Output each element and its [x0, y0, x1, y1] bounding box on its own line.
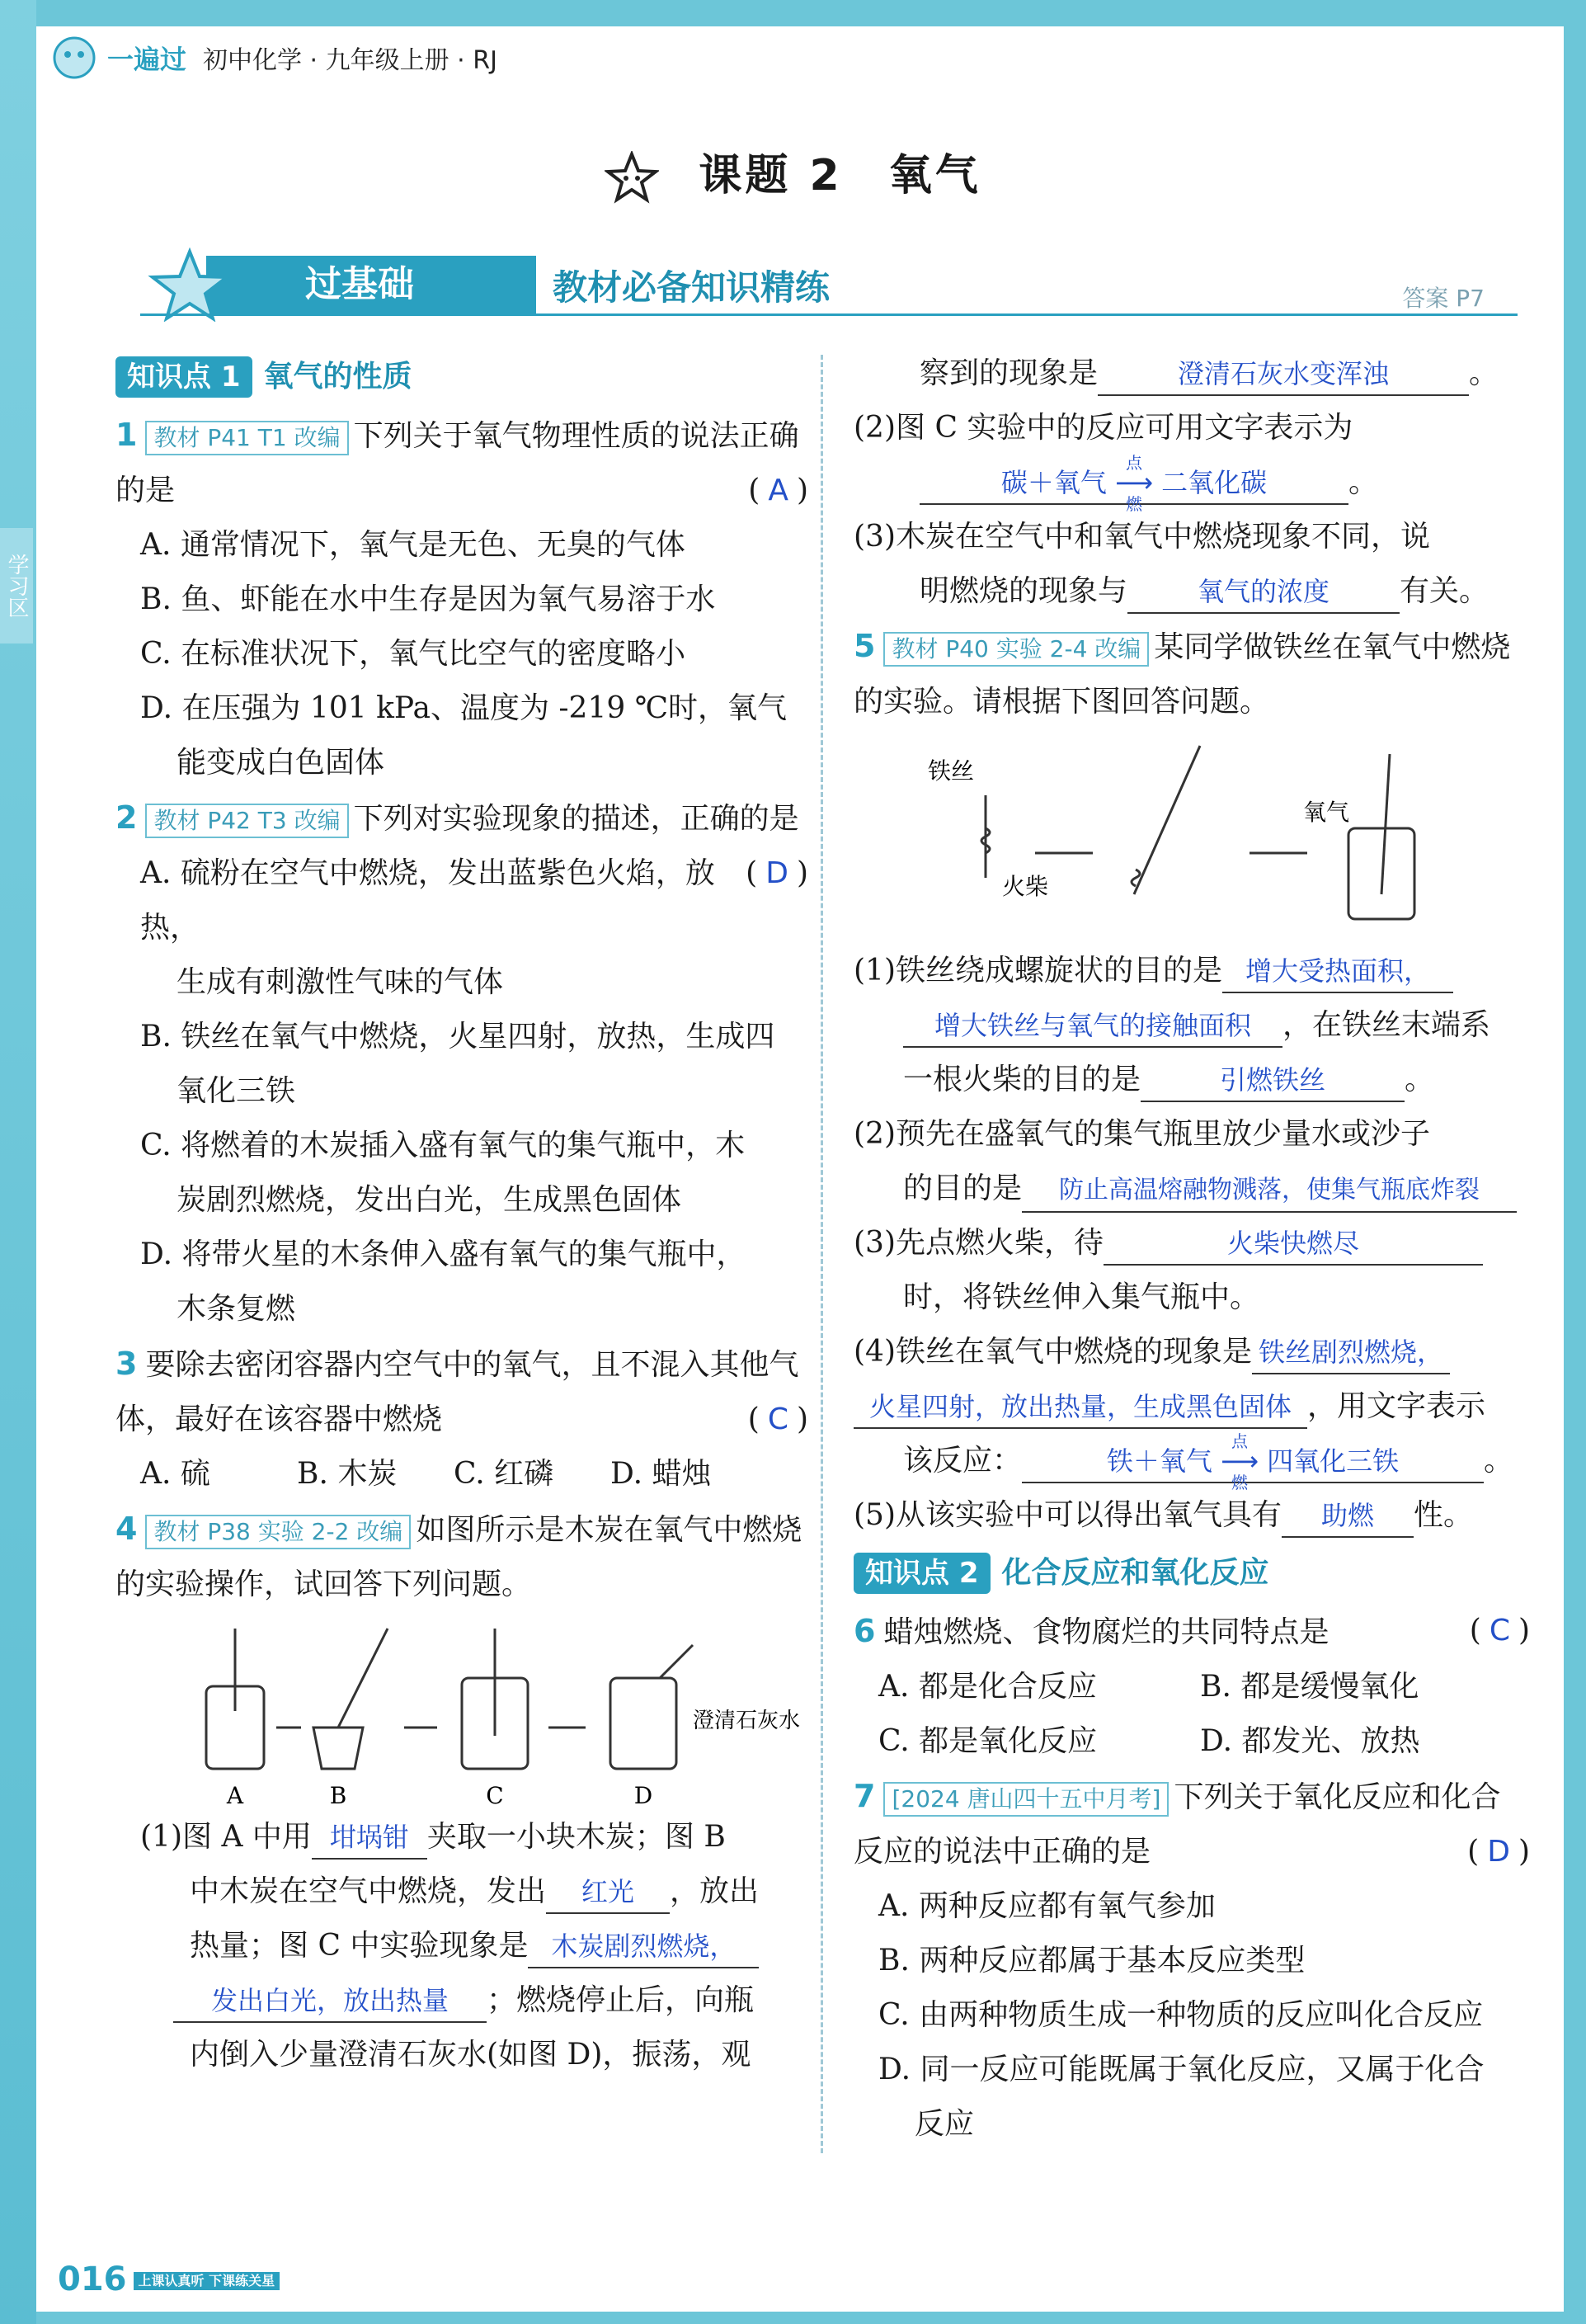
option: B. 铁丝在氧气中燃烧，火星四射，放热，生成四 — [140, 1020, 775, 1054]
question-source: 教材 P40 实验 2-4 改编 — [883, 632, 1149, 667]
text: 性。 — [1414, 1498, 1474, 1532]
question-stem: 某同学做铁丝在氧气中燃烧的实验。请根据下图回答问题。 — [854, 630, 1511, 719]
answer-blank: 红光 — [546, 1871, 670, 1914]
figure-label: C — [486, 1782, 504, 1809]
text: 夹取一小块木炭；图 B — [426, 1820, 726, 1854]
banner-subtitle: 教材必备知识精练 — [553, 267, 831, 308]
question-2 — [115, 790, 808, 1336]
text: 时，将铁丝伸入集气瓶中。 — [903, 1280, 1260, 1314]
option: D. 蜡烛 — [610, 1457, 712, 1491]
q4-part-2: (2)图 C 实验中的反应可用文字表示为 碳＋氧气 点燃 ⟶ 二氧化碳 。 — [854, 401, 1530, 510]
section-banner — [140, 256, 1518, 313]
right-column — [854, 346, 1530, 2152]
iron-wire-drawing — [854, 729, 1530, 944]
products: 二氧化碳 — [1161, 467, 1268, 498]
charcoal-experiment-figure — [115, 1612, 808, 1810]
options-row — [854, 1714, 1530, 1769]
reaction-condition: 点燃 — [1231, 1431, 1249, 1492]
option: C. 都是氧化反应 — [878, 1724, 1098, 1758]
kp-label: 知识点 1 — [115, 356, 252, 398]
answer-blank: 增大铁丝与氧气的接触面积 — [903, 1005, 1282, 1048]
option: D. 都发光、放热 — [1200, 1724, 1420, 1758]
q4-part-1 — [115, 1810, 808, 2082]
answer-box: ( C ) — [1469, 1614, 1530, 1648]
question-stem: 蜡烛燃烧、食物腐烂的共同特点是 — [883, 1615, 1330, 1649]
question-stem: 下列关于氧化反应和化合反应的说法中正确的是 — [854, 1780, 1501, 1869]
text: (3)先点燃火柴，待 — [854, 1226, 1104, 1260]
question-number: 4 — [115, 1511, 138, 1547]
option-continued: 氧化三铁 — [176, 1074, 296, 1108]
option: A. 两种反应都有氧气参加 — [878, 1889, 1216, 1923]
q5-part-1: (1)铁丝绕成螺旋状的目的是 增大受热面积， 增大铁丝与氧气的接触面积 ，在铁丝末端系 一根火柴的目的是 引燃铁丝 。 — [854, 944, 1530, 1107]
text: 一根火柴的目的是 — [903, 1063, 1141, 1096]
q4-continued: 察到的现象是 澄清石灰水变浑浊 。 — [854, 346, 1530, 401]
q5-part-5 — [854, 1488, 1530, 1543]
answer-blank: 坩埚钳 — [312, 1817, 427, 1860]
page-number-text: 016 — [58, 2260, 127, 2298]
answer-blank: 澄清石灰水变浑浊 — [1098, 353, 1469, 396]
question-stem: 下列对实验现象的描述，正确的是 — [353, 802, 799, 836]
figure-label: D — [633, 1782, 653, 1809]
text: ，放出 — [670, 1874, 760, 1908]
answer-box: ( D ) — [746, 856, 808, 890]
answer-blank: 防止高温熔融物溅落，使集气瓶底炸裂 — [1022, 1170, 1517, 1213]
left-column — [115, 346, 808, 2082]
figure-annotation: 澄清石灰水 — [693, 1709, 801, 1733]
answer-blank-equation — [920, 453, 1348, 514]
text: 该反应： — [903, 1444, 1023, 1478]
text: 明燃烧的现象与 — [920, 574, 1128, 608]
question-source: 教材 P41 T1 改编 — [145, 421, 348, 455]
question-6 — [854, 1604, 1530, 1769]
reaction-arrow: 点燃 ⟶ — [1115, 462, 1153, 503]
figure-label: A — [226, 1782, 244, 1809]
answer-blank: 木炭剧烈燃烧， — [528, 1926, 759, 1968]
answer-ref: 答案 P7 — [1402, 285, 1485, 312]
question-stem: 下列关于氧气物理性质的说法正确的是 — [115, 419, 799, 507]
star-icon — [605, 151, 659, 205]
text: (5)从该实验中可以得出氧气具有 — [854, 1498, 1282, 1532]
figure-label: B — [329, 1782, 347, 1809]
q5-part-2 — [854, 1107, 1530, 1216]
answer-blank: 助燃 — [1282, 1495, 1414, 1538]
banner-tag: 过基础 — [206, 256, 536, 313]
text: ，用文字表示 — [1307, 1389, 1486, 1423]
question-1 — [115, 408, 808, 790]
q4-part-3 — [854, 510, 1530, 619]
option: D. 将带火星的木条伸入盛有氧气的集气瓶中， — [140, 1237, 746, 1271]
answer-blank-equation — [1022, 1431, 1484, 1492]
option: C. 将燃着的木炭插入盛有氧气的集气瓶中，木 — [140, 1129, 746, 1162]
option: C. 红磷 — [454, 1457, 554, 1491]
option: C. 在标准状况下，氧气比空气的密度略小 — [140, 637, 686, 671]
option-continued: 木条复燃 — [176, 1292, 296, 1326]
option: B. 木炭 — [297, 1457, 398, 1491]
brand-name: 一遍过 — [107, 44, 187, 75]
question-stem: 如图所示是木炭在氧气中燃烧的实验操作，试回答下列问题。 — [115, 1513, 802, 1601]
question-number: 6 — [854, 1613, 876, 1649]
option: D. 同一反应可能既属于氧化反应，又属于化合 — [878, 2053, 1485, 2086]
knowledge-point-2 — [854, 1546, 1269, 1600]
option: D. 在压强为 101 kPa、温度为 -219 ℃时，氧气 — [140, 691, 787, 725]
series-title: 初中化学 · 九年级上册 · RJ — [203, 46, 497, 75]
footer-slogan: 上课认真听 下课练关星 — [134, 2272, 280, 2290]
text: 的目的是 — [903, 1171, 1023, 1205]
text: (2)预先在盛氧气的集气瓶里放少量水或沙子 — [854, 1117, 1430, 1151]
answer-box: ( D ) — [1467, 1835, 1530, 1869]
column-divider — [821, 355, 823, 2153]
question-4 — [115, 1501, 808, 2082]
question-number: 5 — [854, 628, 876, 664]
header — [49, 33, 497, 82]
answer-blank: 火柴快燃尽 — [1104, 1223, 1483, 1266]
answer-blank: 增大受热面积， — [1222, 950, 1453, 993]
kp-title: 化合反应和氧化反应 — [1001, 1556, 1269, 1590]
text: (1)图 A 中用 — [140, 1820, 312, 1854]
side-tab: 学习区 — [0, 528, 33, 643]
question-number: 2 — [115, 799, 138, 836]
question-7 — [854, 1769, 1530, 2152]
question-number: 1 — [115, 417, 138, 453]
knowledge-point-1 — [115, 350, 412, 404]
answer-value: D — [1487, 1835, 1510, 1869]
question-source: 教材 P38 实验 2-2 改编 — [145, 1515, 411, 1549]
question-3 — [115, 1336, 808, 1501]
text: (4)铁丝在氧气中燃烧的现象是 — [854, 1335, 1252, 1369]
lesson-title — [0, 140, 1586, 205]
option: C. 由两种物质生成一种物质的反应叫化合反应 — [878, 1998, 1484, 2032]
answer-blank: 氧气的浓度 — [1127, 571, 1400, 614]
text: (3)木炭在空气中和氧气中燃烧现象不同，说 — [854, 520, 1430, 554]
option: A. 通常情况下，氧气是无色、无臭的气体 — [140, 528, 685, 562]
option-continued: 生成有刺激性气味的气体 — [176, 965, 504, 999]
page-number — [58, 2260, 280, 2298]
answer-value: A — [768, 474, 788, 507]
answer-value: C — [767, 1402, 788, 1436]
banner-rule — [140, 313, 1518, 316]
question-source: 教材 P42 T3 改编 — [145, 804, 348, 838]
text: 中木炭在空气中燃烧，发出 — [190, 1874, 547, 1908]
kp-title: 氧气的性质 — [263, 360, 412, 394]
answer-blank: 铁丝剧烈燃烧， — [1252, 1332, 1450, 1374]
star-badge-icon — [140, 247, 239, 322]
figure-label: 氧气 — [1303, 799, 1350, 826]
option: B. 都是缓慢氧化 — [1200, 1670, 1419, 1704]
page-border — [0, 0, 36, 2324]
products: 四氧化三铁 — [1267, 1445, 1400, 1477]
option: A. 硫 — [140, 1457, 210, 1491]
question-source: [2024 唐山四十五中月考] — [883, 1782, 1169, 1817]
reaction-condition: 点燃 — [1126, 453, 1142, 514]
text: 内倒入少量澄清石灰水(如图 D)，振荡，观 — [190, 2038, 751, 2072]
mascot-icon — [49, 33, 107, 82]
lesson-title-text: 课题 2 氧气 — [699, 151, 981, 200]
question-5 — [854, 619, 1530, 1543]
question-number: 7 — [854, 1778, 876, 1814]
reaction-arrow: 点燃 ⟶ — [1221, 1440, 1259, 1482]
options-row — [115, 1447, 808, 1501]
question-stem: 要除去密闭容器内空气中的氧气，且不混入其他气体，最好在该容器中燃烧 — [115, 1348, 799, 1436]
figure-label: 火柴 — [1002, 873, 1049, 900]
answer-blank: 发出白光，放出热量 — [173, 1980, 487, 2023]
answer-blank: 火星四射，放出热量，生成黑色固体 — [854, 1386, 1307, 1429]
figure-label: 铁丝 — [928, 757, 975, 785]
reactants: 碳＋氧气 — [1000, 467, 1107, 498]
text: ；燃烧停止后，向瓶 — [487, 1983, 755, 2017]
option-continued: 反应 — [915, 2107, 975, 2141]
option: B. 两种反应都属于基本反应类型 — [878, 1944, 1306, 1978]
text: (2)图 C 实验中的反应可用文字表示为 — [854, 411, 1353, 445]
option: B. 鱼、虾能在水中生存是因为氧气易溶于水 — [140, 582, 716, 616]
answer-value: C — [1489, 1614, 1510, 1648]
options-row — [854, 1660, 1530, 1714]
q5-part-4: (4)铁丝在氧气中燃烧的现象是 铁丝剧烈燃烧， 火星四射，放出热量，生成黑色固体 ，用文字表示 该反应： 铁＋氧气 点燃 ⟶ 四氧化三铁 。 — [854, 1325, 1530, 1488]
answer-box: ( A ) — [748, 474, 808, 507]
text: ，在铁丝末端系 — [1282, 1008, 1491, 1042]
text: 热量；图 C 中实验现象是 — [190, 1929, 529, 1963]
option-continued: 炭剧烈燃烧，发出白光，生成黑色固体 — [176, 1183, 682, 1217]
option-continued: 能变成白色固体 — [176, 746, 385, 780]
text: 有关。 — [1400, 574, 1490, 608]
answer-value: D — [765, 856, 788, 890]
answer-blank: 引燃铁丝 — [1141, 1059, 1405, 1102]
option: A. 硫粉在空气中燃烧，发出蓝紫色火焰，放热， — [140, 856, 715, 945]
q5-part-3 — [854, 1216, 1530, 1325]
iron-wire-figure — [854, 729, 1530, 944]
reactants: 铁＋氧气 — [1106, 1445, 1212, 1477]
text: (1)铁丝绕成螺旋状的目的是 — [854, 954, 1222, 988]
option: A. 都是化合反应 — [878, 1670, 1097, 1704]
kp-label: 知识点 2 — [854, 1553, 991, 1594]
text: 察到的现象是 — [920, 356, 1099, 390]
charcoal-apparatus-drawing — [115, 1612, 808, 1810]
answer-box: ( C ) — [747, 1402, 808, 1436]
question-number: 3 — [115, 1346, 138, 1382]
